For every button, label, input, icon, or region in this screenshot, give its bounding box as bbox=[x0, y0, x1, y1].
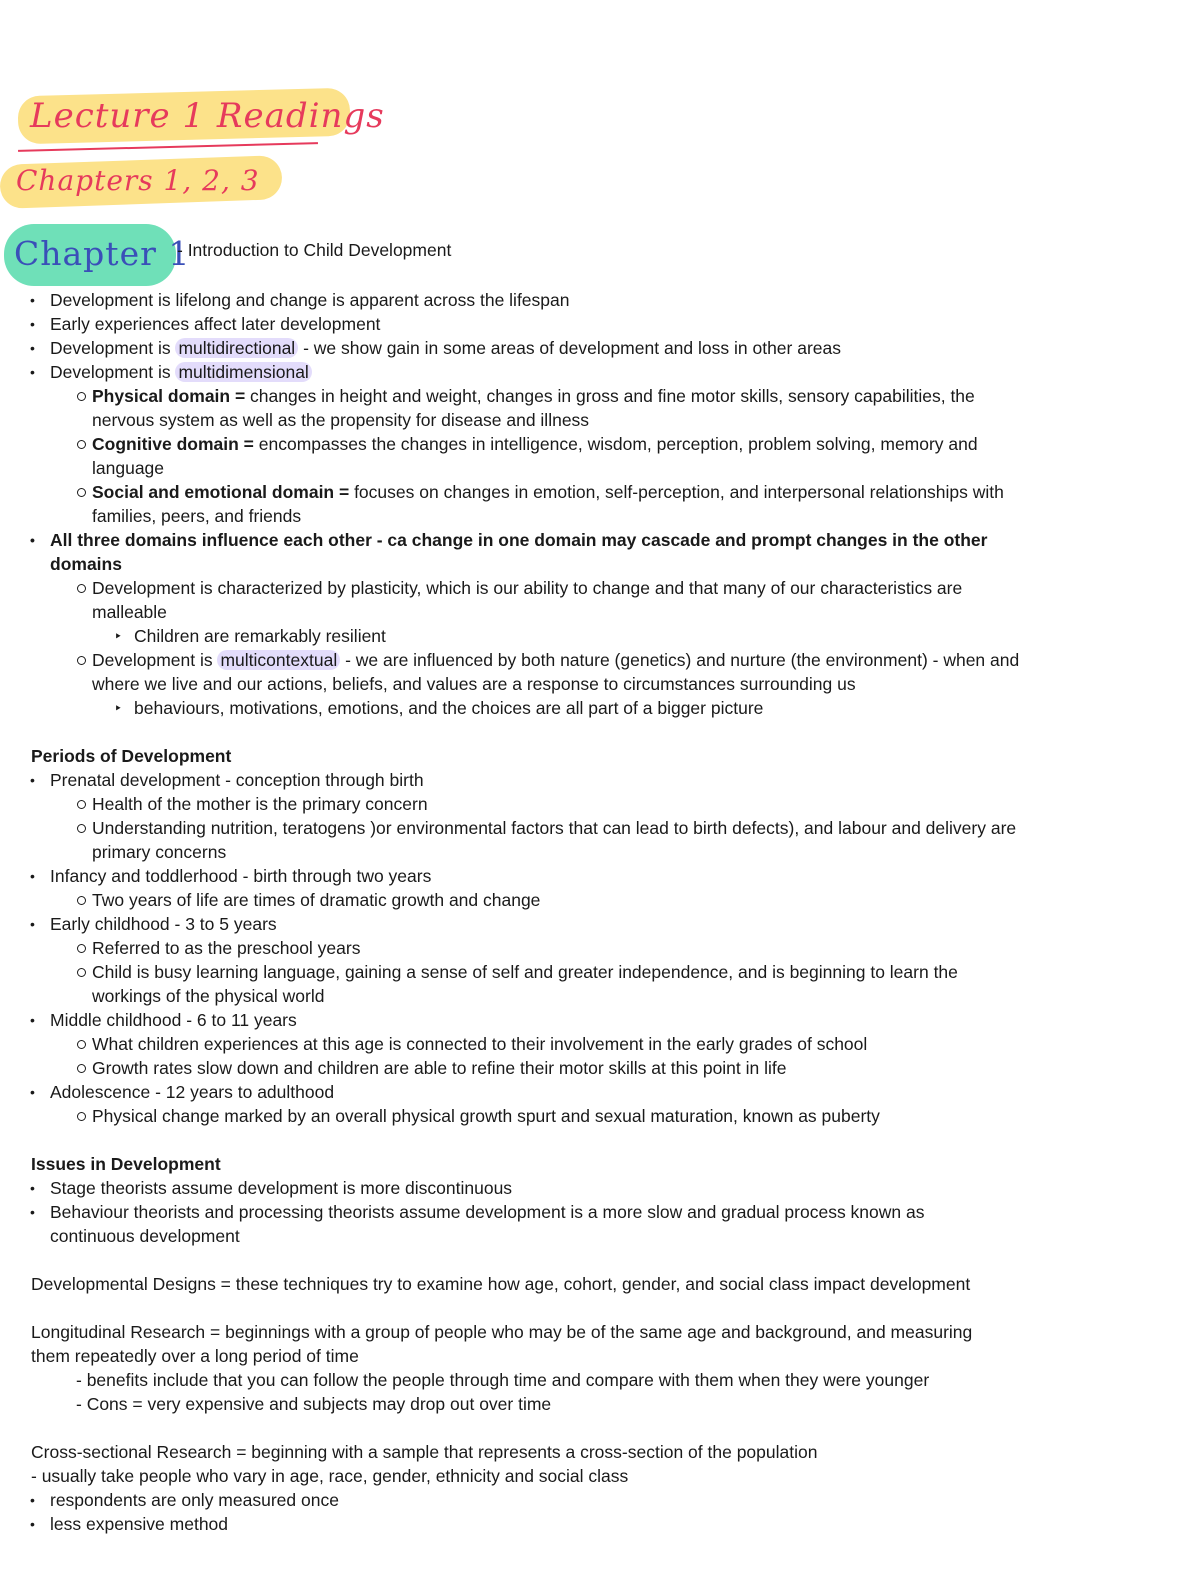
text-line: Cross-sectional Research = beginning with a sample that represents a cross-section of the population bbox=[31, 1442, 818, 1462]
list-item: Physical change marked by an overall physical growth spurt and sexual maturation, known as puberty bbox=[92, 1106, 880, 1126]
text: encompasses the changes in intelligence, wisdom, perception, problem solving, memory and bbox=[253, 434, 978, 454]
list-item: ‣ behaviours, motivations, emotions, and the choices are all part of a bigger picture bbox=[134, 696, 763, 720]
section-heading: Periods of Development bbox=[31, 746, 232, 766]
list-item: Growth rates slow down and children are able to refine their motor skills at this point in life bbox=[92, 1058, 787, 1078]
list-item: Development is characterized by plasticity, which is our ability to change and that many of our characteristics are bbox=[92, 578, 963, 598]
list-item: • Adolescence - 12 years to adulthood bbox=[50, 1080, 334, 1104]
list-item: • Prenatal development - conception through birth bbox=[50, 768, 424, 792]
text-line: workings of the physical world bbox=[92, 986, 325, 1006]
list-item: • Middle childhood - 6 to 11 years bbox=[50, 1008, 297, 1032]
list-item: • Infancy and toddlerhood - birth through two years bbox=[50, 864, 431, 888]
text: Development is bbox=[92, 650, 218, 670]
text-line: families, peers, and friends bbox=[92, 506, 302, 526]
text-line: where we live and our actions, beliefs, and values are a response to circumstances surrounding us bbox=[92, 674, 856, 694]
text-line: primary concerns bbox=[92, 842, 227, 862]
list-item: • Behaviour theorists and processing theorists assume development is a more slow and gradual process known as bbox=[50, 1200, 925, 1224]
list-item: ‣ Children are remarkably resilient bbox=[134, 624, 386, 648]
list-item: • Early childhood - 3 to 5 years bbox=[50, 912, 277, 936]
text-line: nervous system as well as the propensity for disease and illness bbox=[92, 410, 590, 430]
text-line: continuous development bbox=[50, 1226, 240, 1246]
text-line: - usually take people who vary in age, race, gender, ethnicity and social class bbox=[31, 1466, 629, 1486]
section-heading: Issues in Development bbox=[31, 1154, 221, 1174]
chapter-title: - Introduction to Child Development bbox=[177, 240, 452, 260]
text-line: Longitudinal Research = beginnings with a group of people who may be of the same age and background, and measuring bbox=[31, 1322, 973, 1342]
title-underline bbox=[18, 142, 318, 152]
text: changes in height and weight, changes in gross and fine motor skills, sensory capabilities, the bbox=[245, 386, 975, 406]
term-multicontextual: multicontextual bbox=[217, 650, 340, 670]
term-multidirectional: multidirectional bbox=[175, 338, 298, 358]
text: Development is bbox=[50, 362, 176, 382]
list-item: Two years of life are times of dramatic growth and change bbox=[92, 890, 541, 910]
list-item bbox=[92, 648, 1019, 672]
chapter-1-heading: Chapter 1 bbox=[14, 234, 191, 273]
lecture-title: Lecture 1 Readings bbox=[30, 96, 385, 136]
term: Social and emotional domain = bbox=[92, 482, 350, 502]
list-item: • Early experiences affect later development bbox=[50, 312, 380, 336]
list-item bbox=[92, 432, 978, 456]
list-item: What children experiences at this age is connected to their involvement in the early grades of school bbox=[92, 1034, 868, 1054]
list-item bbox=[50, 336, 841, 360]
list-item: Health of the mother is the primary concern bbox=[92, 794, 428, 814]
list-item bbox=[92, 384, 975, 408]
list-item: • All three domains influence each other - ca change in one domain may cascade and prompt changes in the other bbox=[50, 528, 987, 552]
list-item: Referred to as the preschool years bbox=[92, 938, 361, 958]
list-item: • Development is lifelong and change is apparent across the lifespan bbox=[50, 288, 570, 312]
list-item bbox=[92, 480, 1004, 504]
list-item: • respondents are only measured once bbox=[50, 1488, 339, 1512]
chapters-subtitle: Chapters 1, 2, 3 bbox=[16, 164, 260, 197]
text: Development is bbox=[50, 338, 176, 358]
term-multidimensional: multidimensional bbox=[175, 362, 311, 382]
term: Physical domain = bbox=[92, 386, 246, 406]
text: - we show gain in some areas of development and loss in other areas bbox=[298, 338, 842, 358]
text-line: - benefits include that you can follow the people through time and compare with them when they were younger bbox=[76, 1370, 930, 1390]
text-line: malleable bbox=[92, 602, 167, 622]
text: - we are influenced by both nature (genetics) and nurture (the environment) - when and bbox=[340, 650, 1020, 670]
list-item: • Stage theorists assume development is more discontinuous bbox=[50, 1176, 512, 1200]
text-line: - Cons = very expensive and subjects may drop out over time bbox=[76, 1394, 552, 1414]
list-item: Child is busy learning language, gaining a sense of self and greater independence, and is beginning to learn the bbox=[92, 962, 958, 982]
text-line: language bbox=[92, 458, 165, 478]
text-line: them repeatedly over a long period of time bbox=[31, 1346, 359, 1366]
text-line: domains bbox=[50, 554, 122, 574]
text: focuses on changes in emotion, self-perception, and interpersonal relationships with bbox=[349, 482, 1004, 502]
term: Cognitive domain = bbox=[92, 434, 254, 454]
text-line: Developmental Designs = these techniques try to examine how age, cohort, gender, and social class impact development bbox=[31, 1274, 971, 1294]
list-item: Understanding nutrition, teratogens )or environmental factors that can lead to birth defects), and labour and delivery are bbox=[92, 818, 1017, 838]
list-item: • less expensive method bbox=[50, 1512, 228, 1536]
list-item bbox=[50, 360, 312, 384]
